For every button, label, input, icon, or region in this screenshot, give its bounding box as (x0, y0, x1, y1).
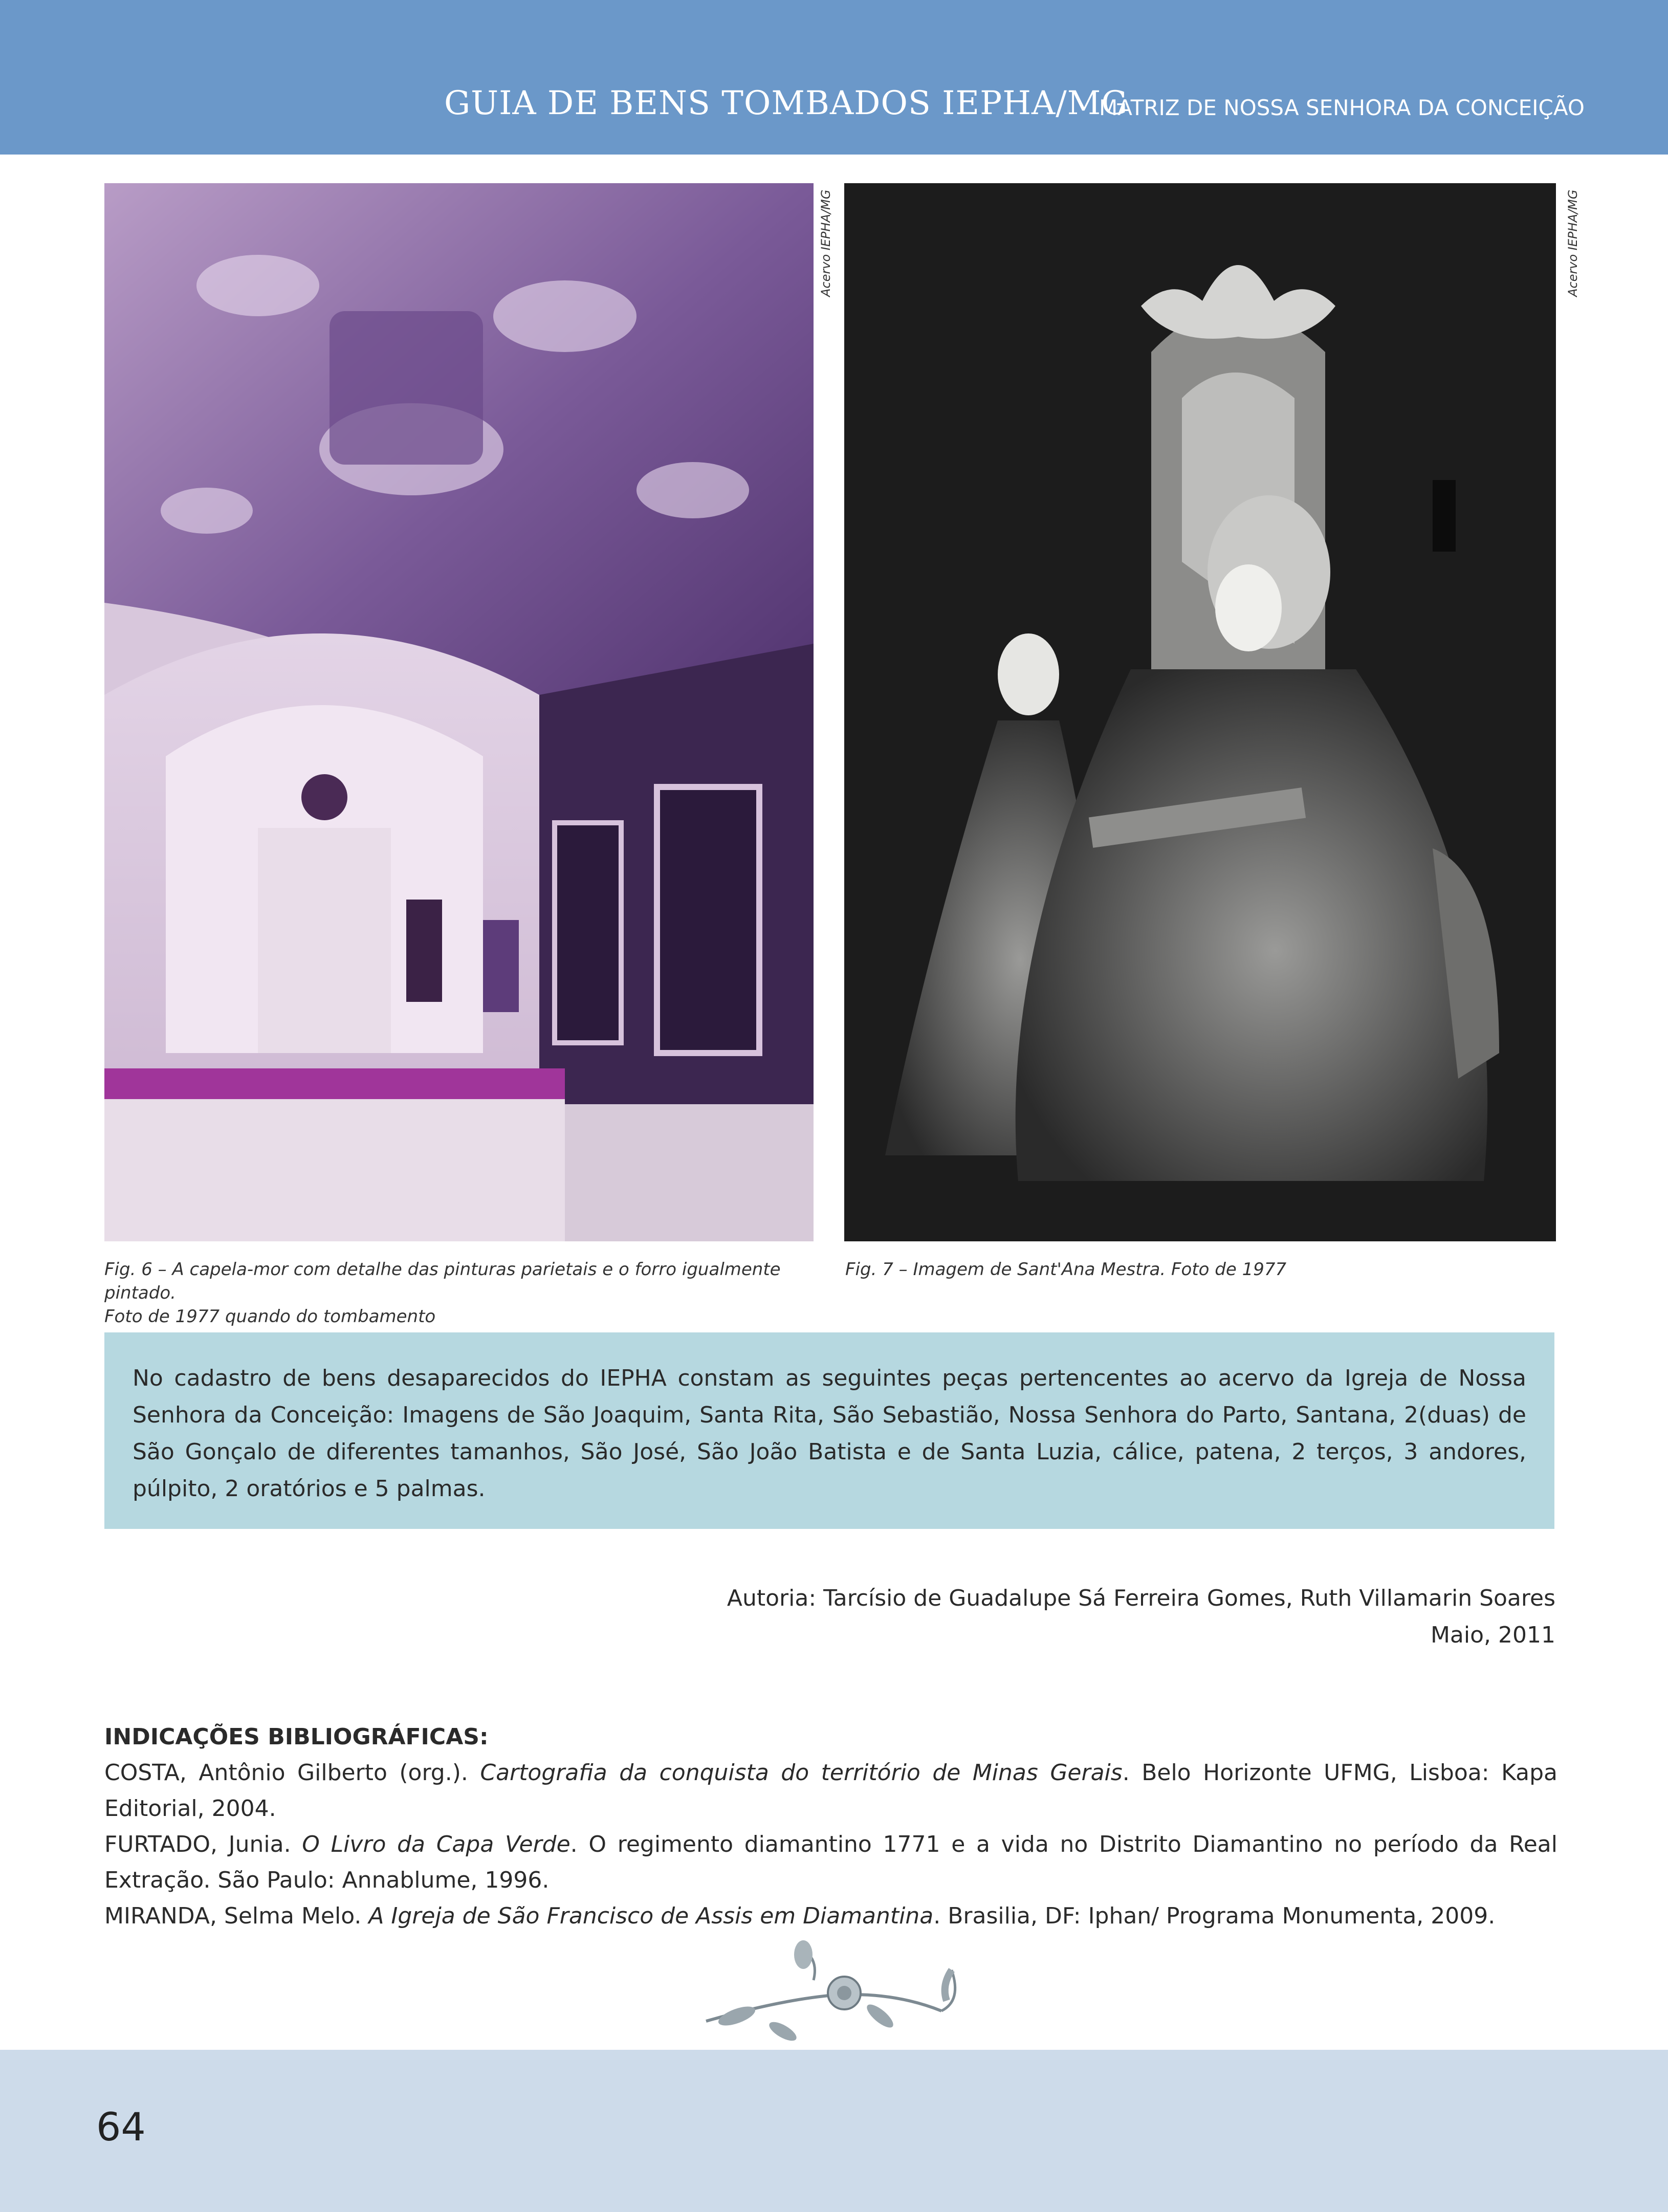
photo-credit: Acervo IEPHA/MG (819, 189, 833, 297)
date: Maio, 2011 (1430, 1622, 1555, 1648)
caption-line: Foto de 1977 quando do tombamento (104, 1306, 436, 1327)
bibliography (104, 1719, 1557, 1934)
entry-details: . Brasilia, DF: Iphan/ Programa Monumenta, 2009. (933, 1903, 1496, 1929)
bibliography-entry (104, 1755, 1557, 1827)
figure-caption (104, 1258, 831, 1328)
figure-caption (845, 1258, 1551, 1281)
caption-line: Fig. 7 – Imagem de Sant'Ana Mestra. Foto de 1977 (845, 1259, 1287, 1280)
entry-details: . Belo Horizonte UFMG, Lisboa: Kapa Editorial, 2004. (104, 1760, 1558, 1822)
photo-chapel-interior (104, 183, 814, 1241)
rose-ornament-icon (675, 1939, 982, 2042)
entry-author: FURTADO, Junia. (104, 1831, 302, 1857)
entry-title: O Livro da Capa Verde (302, 1831, 570, 1857)
authorship (727, 1580, 1555, 1654)
entry-title: Cartografia da conquista do território de Minas Gerais (480, 1760, 1123, 1786)
photo-santana-mestra (844, 183, 1556, 1241)
page-header (0, 0, 1668, 155)
authors: Autoria: Tarcísio de Guadalupe Sá Ferreira Gomes, Ruth Villamarin Soares (727, 1585, 1555, 1611)
caption-line: Fig. 6 – A capela-mor com detalhe das pinturas parietais e o forro igualmente pintado. (104, 1259, 781, 1303)
missing-items-text: No cadastro de bens desaparecidos do IEPHA constam as seguintes peças pertencentes ao acervo da Igreja de Nossa Senhora da Conceição: Imagens de São Joaquim, Santa Rita, São Sebastião, Nossa Senhora do Parto, Santana, 2(duas) de São Gonçalo de diferentes tamanhos, São José, São João Batista e de Santa Luzia, cálice, patena, 2 terços, 3 andores, púlpito, 2 oratórios e 5 palmas. (133, 1365, 1526, 1502)
missing-items-box (104, 1332, 1554, 1529)
entry-details: . O regimento diamantino 1771 e a vida no Distrito Diamantino no período da Real Extração. São Paulo: Annablume, 1996. (104, 1831, 1557, 1893)
entry-author: MIRANDA, Selma Melo. (104, 1903, 369, 1929)
guide-title: GUIA DE BENS TOMBADOS IEPHA/MG (444, 84, 1128, 122)
entry-author: COSTA, Antônio Gilberto (org.). (104, 1760, 480, 1786)
page-number: 64 (96, 2104, 146, 2150)
chapter-title: MATRIZ DE NOSSA SENHORA DA CONCEIÇÃO (1099, 95, 1585, 120)
entry-title: A Igreja de São Francisco de Assis em Diamantina (368, 1903, 934, 1929)
bibliography-heading: INDICAÇÕES BIBLIOGRÁFICAS: (104, 1724, 489, 1750)
bibliography-entry (104, 1898, 1557, 1934)
bibliography-entry (104, 1827, 1557, 1898)
page-footer (0, 2050, 1668, 2212)
photo-credit: Acervo IEPHA/MG (1566, 189, 1580, 297)
